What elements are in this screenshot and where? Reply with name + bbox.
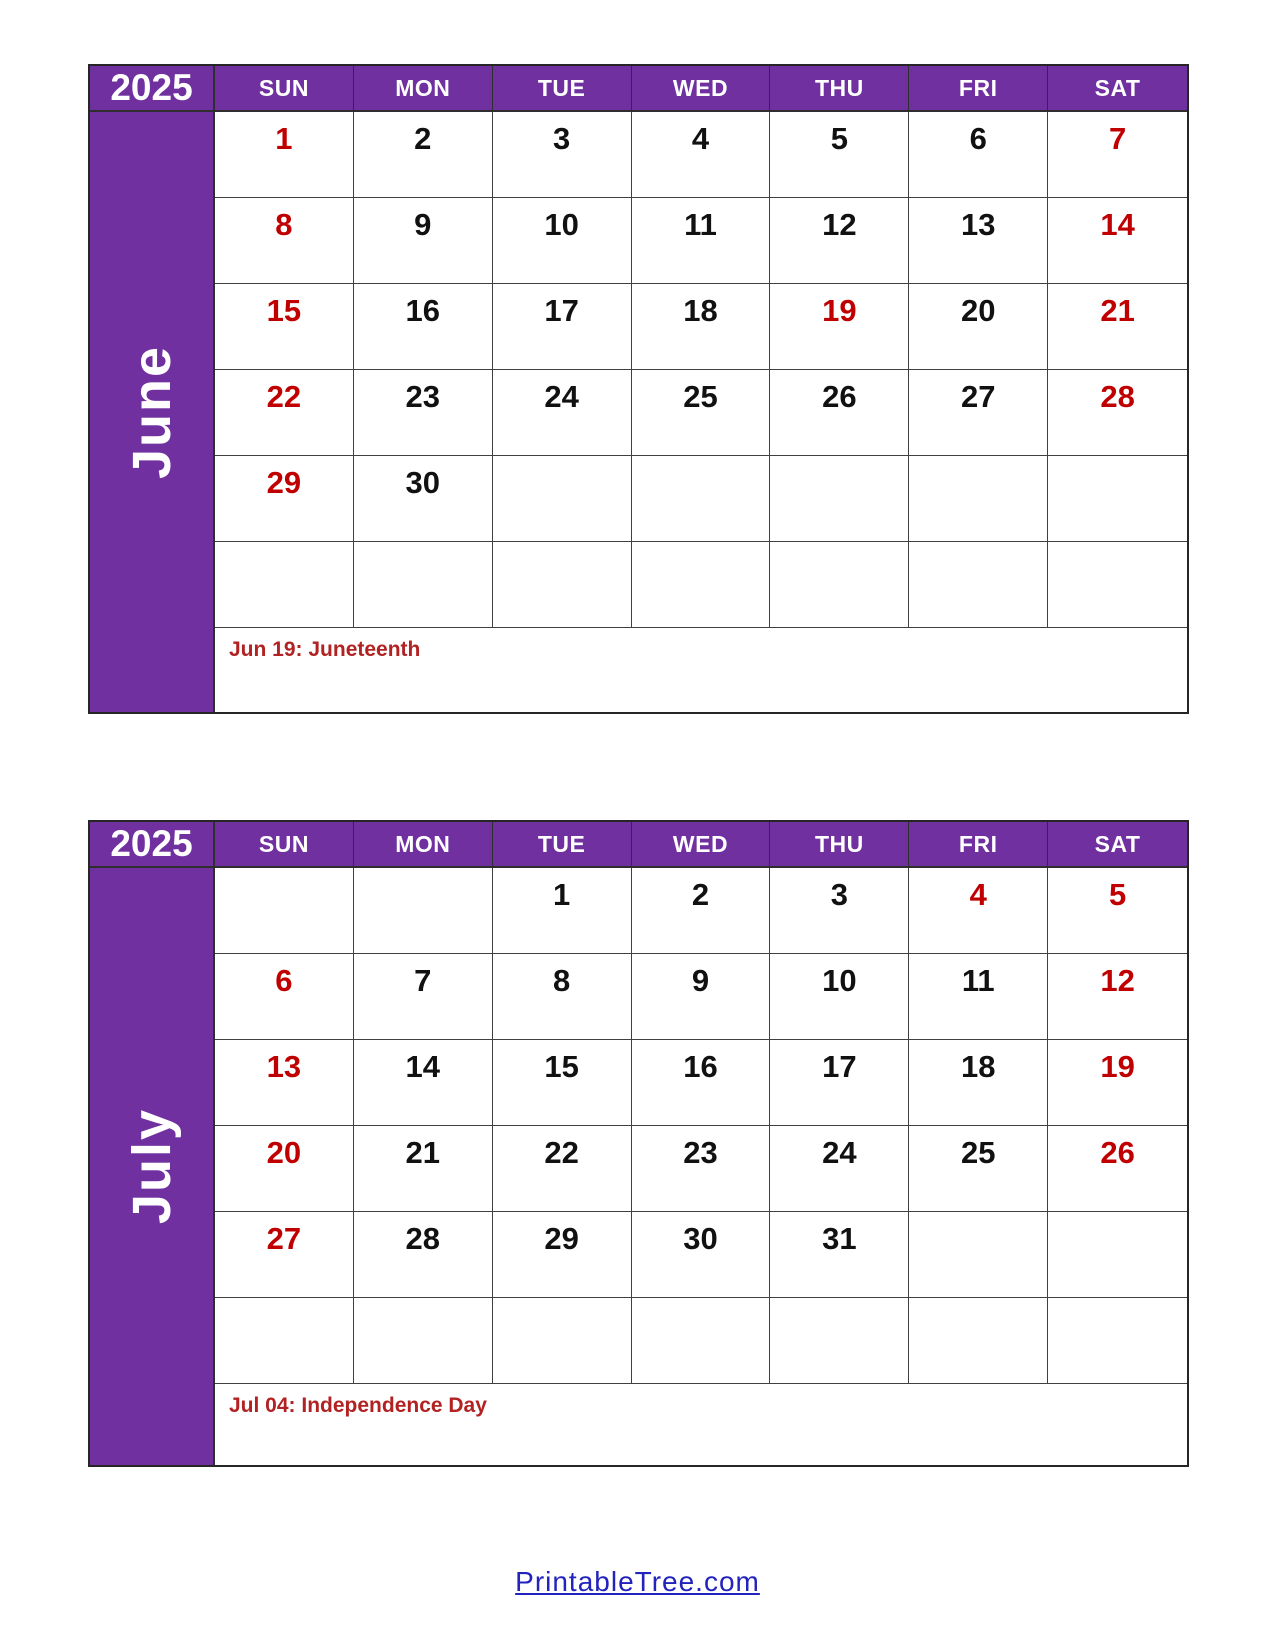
- day-cell: 17: [493, 284, 632, 370]
- day-cell: [1048, 1212, 1187, 1298]
- day-header-sat: SAT: [1048, 822, 1187, 868]
- day-cell: 27: [215, 1212, 354, 1298]
- day-cell: 21: [354, 1126, 493, 1212]
- day-cell: [215, 1298, 354, 1384]
- holiday-note: Jun 19: Juneteenth: [215, 628, 1187, 712]
- day-cell: 10: [493, 198, 632, 284]
- day-cell: 2: [354, 112, 493, 198]
- day-cell: [632, 1298, 771, 1384]
- day-cell: 23: [354, 370, 493, 456]
- year-label: 2025: [90, 822, 215, 868]
- day-cell: 15: [493, 1040, 632, 1126]
- year-label: 2025: [90, 66, 215, 112]
- day-cell: 19: [1048, 1040, 1187, 1126]
- day-cell: 24: [770, 1126, 909, 1212]
- day-cell: 8: [215, 198, 354, 284]
- day-cell: 16: [632, 1040, 771, 1126]
- day-header-fri: FRI: [909, 822, 1048, 868]
- day-cell: 2: [632, 868, 771, 954]
- day-header-wed: WED: [632, 66, 771, 112]
- day-cell: 14: [354, 1040, 493, 1126]
- day-cell: 5: [770, 112, 909, 198]
- day-cell: 29: [215, 456, 354, 542]
- holiday-note: Jul 04: Independence Day: [215, 1384, 1187, 1465]
- day-cell: 11: [909, 954, 1048, 1040]
- day-cell: 22: [493, 1126, 632, 1212]
- day-cell: 30: [354, 456, 493, 542]
- day-cell: [909, 542, 1048, 628]
- day-cell: 7: [1048, 112, 1187, 198]
- day-cell: 31: [770, 1212, 909, 1298]
- day-cell: [493, 456, 632, 542]
- day-header-mon: MON: [354, 822, 493, 868]
- day-cell: 30: [632, 1212, 771, 1298]
- day-cell: 28: [354, 1212, 493, 1298]
- day-cell: 1: [493, 868, 632, 954]
- day-cell: 20: [909, 284, 1048, 370]
- day-header-fri: FRI: [909, 66, 1048, 112]
- month-sidebar: [90, 112, 215, 712]
- day-cell: 3: [493, 112, 632, 198]
- day-header-thu: THU: [770, 822, 909, 868]
- day-cell: [354, 1298, 493, 1384]
- day-cell: 14: [1048, 198, 1187, 284]
- day-cell: 22: [215, 370, 354, 456]
- day-cell: [1048, 542, 1187, 628]
- day-cell: 23: [632, 1126, 771, 1212]
- day-cell: [909, 1212, 1048, 1298]
- day-cell: 8: [493, 954, 632, 1040]
- day-cell: 7: [354, 954, 493, 1040]
- day-cell: 29: [493, 1212, 632, 1298]
- day-cell: 25: [632, 370, 771, 456]
- day-cell: 17: [770, 1040, 909, 1126]
- day-cell: 12: [770, 198, 909, 284]
- day-cell: 9: [354, 198, 493, 284]
- day-cell: 19: [770, 284, 909, 370]
- day-header-mon: MON: [354, 66, 493, 112]
- day-cell: [493, 1298, 632, 1384]
- page-footer: [0, 1566, 1275, 1598]
- day-cell: [354, 868, 493, 954]
- month-label: July: [121, 1108, 182, 1225]
- day-cell: [770, 1298, 909, 1384]
- day-cell: 3: [770, 868, 909, 954]
- day-cell: 4: [632, 112, 771, 198]
- day-cell: 9: [632, 954, 771, 1040]
- day-cell: [354, 542, 493, 628]
- day-cell: 18: [632, 284, 771, 370]
- day-cell: [1048, 1298, 1187, 1384]
- day-cell: [770, 542, 909, 628]
- day-cell: 16: [354, 284, 493, 370]
- day-cell: [215, 542, 354, 628]
- day-cell: [1048, 456, 1187, 542]
- day-header-sun: SUN: [215, 66, 354, 112]
- day-cell: [770, 456, 909, 542]
- day-cell: [632, 542, 771, 628]
- day-cell: 10: [770, 954, 909, 1040]
- day-cell: 5: [1048, 868, 1187, 954]
- day-cell: 11: [632, 198, 771, 284]
- day-cell: 18: [909, 1040, 1048, 1126]
- day-cell: 20: [215, 1126, 354, 1212]
- day-cell: 28: [1048, 370, 1187, 456]
- day-cell: 4: [909, 868, 1048, 954]
- printabletree-link[interactable]: PrintableTree.com: [515, 1566, 760, 1597]
- day-cell: 6: [215, 954, 354, 1040]
- day-cell: 12: [1048, 954, 1187, 1040]
- day-cell: 27: [909, 370, 1048, 456]
- day-cell: 13: [909, 198, 1048, 284]
- day-cell: 25: [909, 1126, 1048, 1212]
- calendar-july: [88, 820, 1189, 1467]
- month-sidebar: [90, 868, 215, 1465]
- day-header-wed: WED: [632, 822, 771, 868]
- day-header-sat: SAT: [1048, 66, 1187, 112]
- month-label: June: [121, 344, 182, 480]
- day-cell: 1: [215, 112, 354, 198]
- day-cell: [493, 542, 632, 628]
- day-cell: [215, 868, 354, 954]
- day-cell: 21: [1048, 284, 1187, 370]
- calendar-june: [88, 64, 1189, 714]
- day-header-thu: THU: [770, 66, 909, 112]
- day-header-tue: TUE: [493, 66, 632, 112]
- day-cell: [909, 456, 1048, 542]
- day-cell: 15: [215, 284, 354, 370]
- day-cell: [632, 456, 771, 542]
- day-cell: 26: [1048, 1126, 1187, 1212]
- day-cell: 26: [770, 370, 909, 456]
- day-cell: [909, 1298, 1048, 1384]
- day-cell: 6: [909, 112, 1048, 198]
- day-cell: 13: [215, 1040, 354, 1126]
- day-header-tue: TUE: [493, 822, 632, 868]
- day-header-sun: SUN: [215, 822, 354, 868]
- day-cell: 24: [493, 370, 632, 456]
